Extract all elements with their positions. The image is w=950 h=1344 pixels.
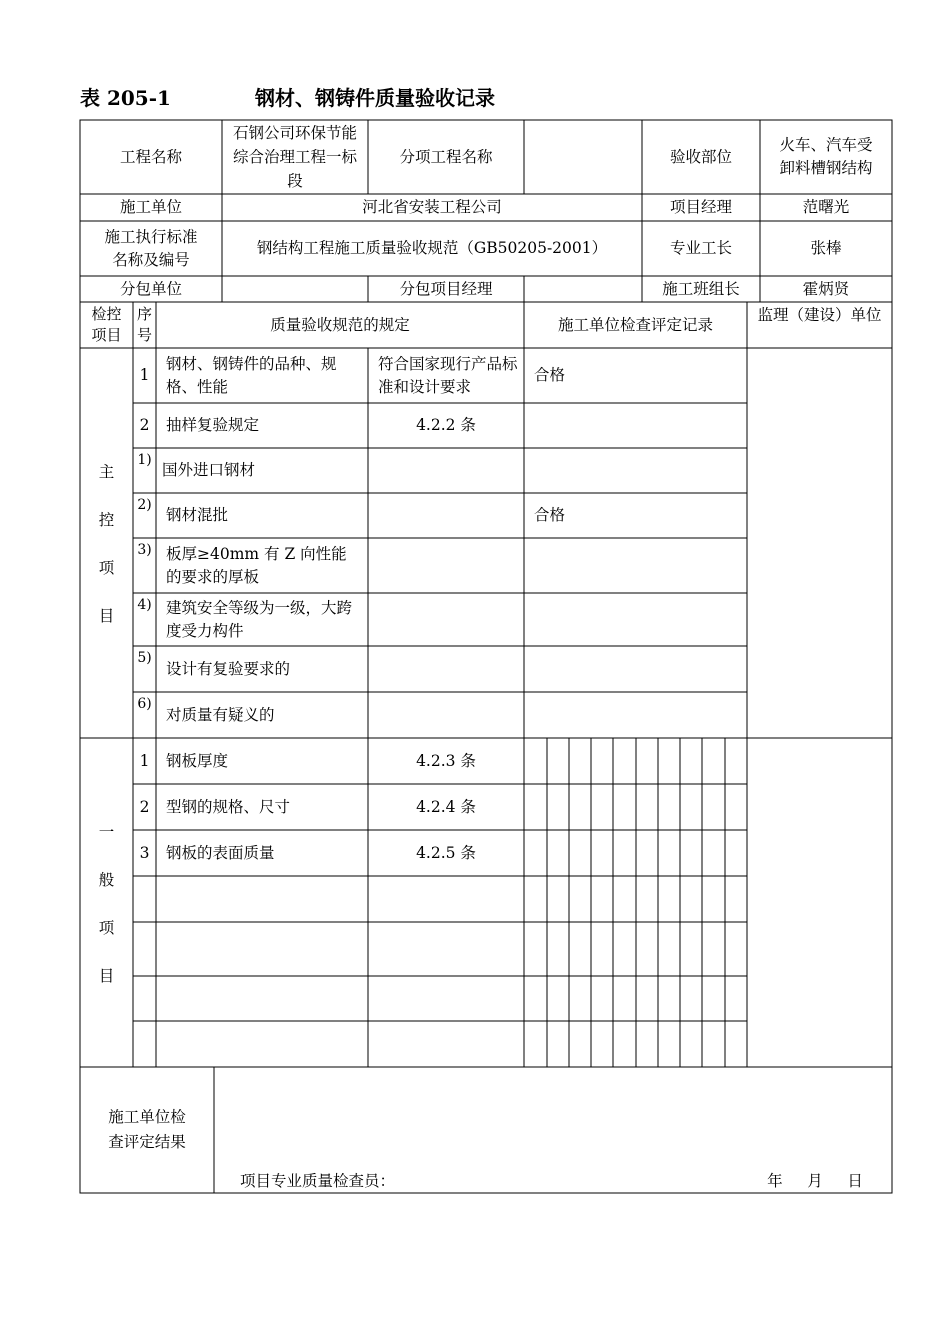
general-row-clause: 4.2.5 条 — [416, 843, 476, 862]
main-row-clause: 4.2.2 条 — [416, 416, 476, 434]
general-row-item: 钢板厚度 — [166, 751, 229, 770]
subcontractor-value — [222, 276, 368, 302]
main-group-char: 控 — [98, 511, 115, 529]
project-name-label: 工程名称 — [119, 147, 182, 166]
header-control-items: 检控项目 — [91, 305, 122, 344]
general-row-seq: 2 — [139, 797, 150, 816]
main-row-item: 建筑安全等级为一级，大跨度受力构件 — [166, 598, 353, 640]
project-name-value: 石钢公司环保节能综合治理工程一标段 — [232, 124, 357, 190]
general-group-char: 项 — [98, 918, 115, 937]
pm-label: 项目经理 — [669, 198, 732, 216]
general-row-seq — [133, 976, 156, 1021]
table-title: 钢材、钢铸件质量验收记录 — [254, 86, 495, 110]
general-row-item: 型钢的规格、尺寸 — [166, 797, 291, 816]
main-row-record — [524, 646, 747, 692]
subcontractor-label: 分包单位 — [119, 279, 182, 298]
main-row-clause: 符合国家现行产品标准和设计要求 — [378, 354, 518, 396]
general-row-item — [156, 1021, 368, 1067]
main-row-item: 抽样复验规定 — [166, 416, 260, 434]
general-items-group-label — [80, 738, 133, 1067]
general-row-clause — [368, 876, 524, 922]
general-row-clause: 4.2.4 条 — [416, 797, 476, 816]
main-row-clause — [368, 538, 524, 593]
standard-value: 钢结构工程施工质量验收规范（GB50205-2001） — [256, 239, 608, 257]
header-spec: 质量验收规范的规定 — [270, 315, 410, 334]
main-row-seq: 6) — [137, 696, 152, 712]
general-row-clause — [368, 1021, 524, 1067]
general-group-char: 目 — [98, 966, 115, 985]
main-row-seq: 1 — [139, 366, 150, 384]
main-group-char: 项 — [98, 559, 115, 577]
general-row-item — [156, 976, 368, 1021]
subproject-value — [524, 120, 642, 194]
general-row-seq — [133, 1021, 156, 1067]
main-items-group-label — [80, 348, 133, 738]
main-row-seq: 5) — [137, 650, 152, 666]
date-label: 年 月 日 — [767, 1171, 863, 1190]
main-group-char: 目 — [98, 607, 115, 625]
main-row-item: 设计有复验要求的 — [166, 659, 291, 678]
header-contractor-record: 施工单位检查评定记录 — [557, 315, 713, 334]
contractor-label: 施工单位 — [119, 198, 182, 216]
main-row-seq: 2) — [137, 497, 152, 513]
main-row-item: 钢材混批 — [166, 506, 229, 524]
main-row-record: 合格 — [534, 366, 566, 384]
main-row-record — [524, 692, 747, 738]
result-label: 施工单位检查评定结果 — [108, 1108, 186, 1151]
general-group-char: 般 — [98, 870, 115, 889]
general-group-char: 一 — [98, 822, 115, 841]
main-row-seq: 2 — [139, 416, 150, 434]
subproject-label: 分项工程名称 — [399, 147, 493, 166]
main-group-char: 主 — [98, 463, 115, 481]
main-row-record: 合格 — [534, 506, 566, 524]
header-supervisor: 监理（建设）单位 — [757, 306, 882, 324]
foreman-label: 专业工长 — [669, 239, 732, 257]
main-row-seq: 3) — [137, 542, 152, 558]
main-row-record — [524, 538, 747, 593]
general-row-clause — [368, 922, 524, 976]
general-row-seq — [133, 876, 156, 922]
team-leader-label: 施工班组长 — [662, 279, 740, 298]
main-row-clause — [368, 692, 524, 738]
general-row-seq: 1 — [139, 751, 150, 770]
general-row-item — [156, 876, 368, 922]
table-code: 表 205-1 — [80, 86, 171, 110]
sub-pm-value — [524, 276, 642, 302]
foreman-value: 张棒 — [810, 239, 842, 257]
main-row-record — [524, 448, 747, 493]
general-row-clause: 4.2.3 条 — [416, 751, 476, 770]
general-row-seq: 3 — [139, 843, 150, 862]
main-row-record — [524, 593, 747, 646]
main-row-clause — [368, 448, 524, 493]
team-leader-value: 霍炳贤 — [802, 279, 850, 298]
general-row-seq — [133, 922, 156, 976]
main-row-clause — [368, 593, 524, 646]
contractor-value: 河北省安装工程公司 — [362, 198, 502, 216]
general-row-item — [156, 922, 368, 976]
main-row-seq: 1) — [137, 452, 152, 468]
general-row-clause — [368, 976, 524, 1021]
main-row-clause — [368, 646, 524, 692]
main-row-item: 钢材、钢铸件的品种、规格、性能 — [166, 354, 337, 396]
main-row-item: 板厚≥40mm 有 Z 向性能的要求的厚板 — [166, 544, 347, 586]
main-row-seq: 4) — [137, 597, 152, 613]
general-row-item: 钢板的表面质量 — [166, 843, 275, 862]
inspection-part-label: 验收部位 — [669, 147, 732, 166]
sub-pm-label: 分包项目经理 — [399, 279, 493, 298]
main-row-item: 对质量有疑义的 — [166, 705, 275, 724]
main-row-clause — [368, 493, 524, 538]
inspector-label: 项目专业质量检查员： — [240, 1171, 396, 1190]
main-row-record — [524, 403, 747, 448]
header-seq: 序号 — [136, 305, 152, 344]
standard-label: 施工执行标准名称及编号 — [104, 227, 198, 269]
inspection-part-value: 火车、汽车受卸料槽钢结构 — [779, 136, 873, 177]
main-row-item: 国外进口钢材 — [162, 461, 256, 479]
pm-value: 范曙光 — [802, 198, 850, 216]
